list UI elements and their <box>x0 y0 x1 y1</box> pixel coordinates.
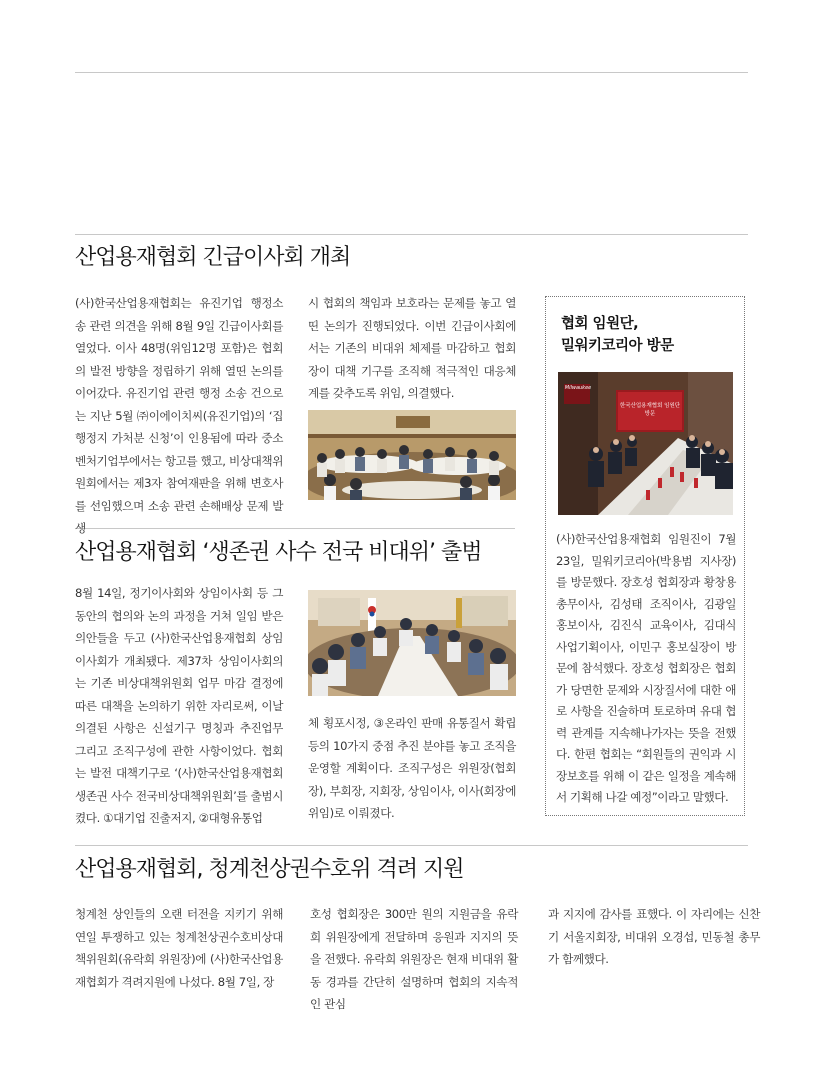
article2-col1 <box>75 582 283 830</box>
top-rule <box>75 72 748 73</box>
article3-col3-text: 과 지지에 감사를 표했다. 이 자리에는 신찬기 서울지회장, 비대위 오경섭, 민동철 총무가 함께했다. <box>548 907 760 966</box>
article2-col2-text: 체 횡포시정, ③온라인 판매 유통질서 확립 등의 10가지 중점 추진 분야를 놓고 조직을 운영할 계획이다. 조직구성은 위원장(협회장), 부회장, 지회장, 상임이사, 이사(회장에 위임)로 이뤄졌다. <box>308 716 516 820</box>
meeting-photo-2 <box>308 590 516 696</box>
section-rule-3 <box>75 845 748 846</box>
sidebar-title-line1: 협회 임원단, <box>561 316 639 332</box>
section-rule-1 <box>75 234 748 235</box>
welcome-screen-text: 한국산업용재협회 임원단 방문 <box>619 403 681 417</box>
article2-title: 산업용재협회 ‘생존권 사수 전국 비대위’ 출범 <box>75 540 482 565</box>
milwaukee-visit-photo <box>558 372 733 515</box>
meeting-photo-1 <box>308 410 516 500</box>
article3-col1 <box>75 903 283 993</box>
article1-col1 <box>75 292 283 540</box>
article3-title: 산업용재협회, 청계천상권수호위 격려 지원 <box>75 857 464 882</box>
sidebar-box <box>545 296 745 816</box>
sidebar-title-line2: 밀워키코리아 방문 <box>561 338 674 354</box>
article3-col3 <box>548 903 760 971</box>
article1-col1-text: (사)한국산업용재협회는 유진기업 행정소송 관련 의견을 위해 8월 9일 긴급이사회를 열었다. 이사 48명(위임12명 포함)은 협회의 발전 방향을 정립하기 위해 열띤 논의를 이어갔다. 유진기업 관련 행정 소송 건으로는 지난 5월 ㈜이에이치씨(유진기업)의 ‘집행정지 가처분 신청’이 인용됨에 따라 중소벤처기업부에서는 항고를 했고, 비상대책위원회에서는 제3자 참여재판을 위해 변호사를 선임했으며 소송 관련 손해배상 문제 발생 <box>75 296 283 535</box>
sidebar-title <box>561 313 674 357</box>
sidebar-text: (사)한국산업용재협회 임원진이 7월 23일, 밀워키코리아(박용범 지사장)를 방문했다. 장호성 협회장과 황창용 총무이사, 김성태 조직이사, 김광일 홍보이사, 김진식 교육이사, 김대식 사업기획이사, 이민구 홍보실장이 방문에 참석했다. 장호성 협회장은 협회가 당면한 문제와 시장질서에 대한 애로 사항을 진술하며 토로하며 유대 협력 관계를 지속해나가자는 뜻을 전했다. 한편 협회는 “회원들의 권익과 시장보호를 위해 이 같은 일정을 계속해서 기획해 나갈 예정”이라고 말했다. <box>556 532 736 804</box>
article2-col2 <box>308 712 516 825</box>
article3-col1-text: 청계천 상인들의 오랜 터전을 지키기 위해 연일 투쟁하고 있는 청계천상권수호비상대책위원회(유락희 위원장)에 (사)한국산업용재협회가 격려지원에 나섰다. 8월 7일, 장 <box>75 907 283 989</box>
article3-col2-text: 호성 협회장은 300만 원의 지원금을 유락희 위원장에게 전달하며 응원과 지지의 뜻을 전했다. 유락희 위원장은 현재 비대위 활동 경과를 간단히 설명하며 협회의 지속적인 관심 <box>310 907 518 1011</box>
article2-col1-text: 8월 14일, 정기이사회와 상임이사회 등 그동안의 협의와 논의 과정을 거쳐 일임 받은 의안들을 두고 (사)한국산업용재협회 상임이사회가 개최됐다. 제37차 상임이사회의는 기존 비상대책위원회 업무 마감 결정에 따른 대책을 논의하기 위한 자리로써, 이날 의결된 사항은 신설기구 명칭과 추진업무 그리고 조직구성에 관한 사항이었다. 협회는 발전 대책기구로 ‘(사)한국산업용재협회 생존권 사수 전국비상대책위원회’를 출범시켰다. ①대기업 진출저지, ②대형유통업 <box>75 586 283 825</box>
article1-title: 산업용재협회 긴급이사회 개최 <box>75 245 351 270</box>
article1-col2-text: 시 협회의 책임과 보호라는 문제를 놓고 열띤 논의가 진행되었다. 이번 긴급이사회에서는 기존의 비대위 체제를 마감하고 협회장이 대책 기구를 조직해 적극적인 대응체계를 갖추도록 위임, 의결했다. <box>308 296 516 400</box>
article3-col2 <box>310 903 518 1016</box>
milwaukee-sign-text: Milwaukee <box>564 385 592 391</box>
article1-col2 <box>308 292 516 405</box>
